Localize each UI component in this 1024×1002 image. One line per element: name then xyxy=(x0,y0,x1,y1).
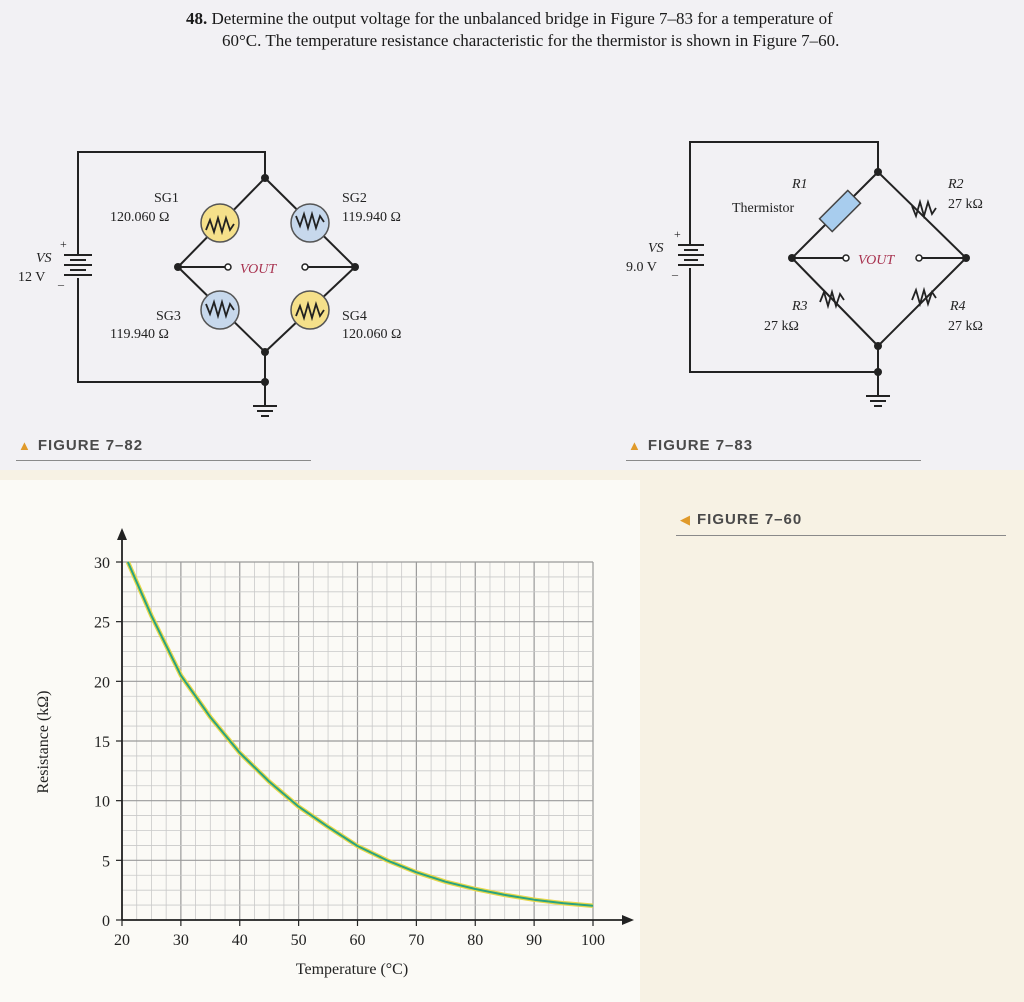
problem-number: 48. xyxy=(186,9,208,28)
source-value-83: 9.0 V xyxy=(626,260,657,275)
y-tick-label: 15 xyxy=(94,734,110,751)
triangle-icon: ▲ xyxy=(628,438,642,453)
x-tick-label: 70 xyxy=(408,932,425,949)
triangle-icon: ▲ xyxy=(18,438,32,453)
problem-line-1: Determine the output voltage for the unbalanced bridge in Figure 7–83 for a temperature of xyxy=(211,9,833,28)
source-label-82: VS xyxy=(36,251,52,266)
r3-name: R3 xyxy=(792,299,808,314)
x-tick-label: 20 xyxy=(114,932,130,949)
figure-7-82-circuit xyxy=(0,140,420,440)
sg4-name: SG4 xyxy=(342,309,367,324)
caption-rule-60 xyxy=(676,535,1006,536)
problem-statement xyxy=(186,8,986,52)
r1-name: R1 xyxy=(792,177,808,192)
x-tick-label: 80 xyxy=(467,932,484,949)
x-tick-label: 50 xyxy=(290,932,307,949)
y-axis-label: Resistance (kΩ) xyxy=(35,690,52,794)
caption-rule-83 xyxy=(626,460,921,461)
plus-83: + xyxy=(674,227,681,241)
sg1-name: SG1 xyxy=(154,191,179,206)
y-axis-arrow-icon xyxy=(117,528,127,540)
sg2-name: SG2 xyxy=(342,191,367,206)
problem-line-2: 60°C. The temperature resistance characteristic for the thermistor is shown in Figure 7–60. xyxy=(222,31,840,50)
r2-value: 27 kΩ xyxy=(948,197,983,212)
r2-name: R2 xyxy=(948,177,964,192)
chart-axes xyxy=(117,528,634,925)
y-tick-label: 20 xyxy=(94,674,110,692)
y-tick-label: 30 xyxy=(94,555,110,572)
r4-name: R4 xyxy=(950,299,966,314)
minus-82: _ xyxy=(58,273,64,287)
x-axis-arrow-icon xyxy=(622,915,634,925)
figure-7-82-caption: ▲ FIGURE 7–82 xyxy=(18,437,144,454)
x-tick-label: 60 xyxy=(349,932,366,949)
r4-value: 27 kΩ xyxy=(948,319,983,334)
x-tick-label: 90 xyxy=(526,932,543,949)
y-tick-label: 25 xyxy=(94,614,110,632)
series-line xyxy=(128,562,593,906)
vout-83: VOUT xyxy=(858,253,895,268)
chart-grid xyxy=(122,562,593,920)
minus-83: _ xyxy=(672,263,678,277)
thermistor-label: Thermistor xyxy=(732,201,795,216)
sg4-value: 120.060 Ω xyxy=(342,327,402,342)
y-tick-label: 0 xyxy=(102,913,110,930)
figure-7-83-circuit xyxy=(600,130,1020,430)
figure-7-60-caption: ◀ FIGURE 7–60 xyxy=(680,511,803,528)
x-axis-label: Temperature (°C) xyxy=(295,961,409,978)
sg1-value: 120.060 Ω xyxy=(110,210,170,225)
sg3-value: 119.940 Ω xyxy=(110,327,169,342)
plus-82: + xyxy=(60,237,67,251)
x-tick-label: 40 xyxy=(231,932,248,949)
x-tick-label: 100 xyxy=(581,932,605,949)
y-tick-label: 10 xyxy=(94,793,110,811)
sg3-name: SG3 xyxy=(156,309,181,324)
y-tick-label: 5 xyxy=(102,853,110,871)
vout-82: VOUT xyxy=(240,262,277,277)
series-highlight xyxy=(128,562,593,906)
sg2-value: 119.940 Ω xyxy=(342,210,401,225)
figure-7-83-caption: ▲ FIGURE 7–83 xyxy=(628,437,754,454)
figure-7-60-chart xyxy=(0,480,640,1002)
source-label-83: VS xyxy=(648,241,664,256)
chart-series xyxy=(128,562,593,906)
source-value-82: 12 V xyxy=(18,270,46,285)
caption-rule-82 xyxy=(16,460,311,461)
r3-value: 27 kΩ xyxy=(764,319,799,334)
x-tick-label: 30 xyxy=(172,932,189,949)
left-triangle-icon: ◀ xyxy=(680,512,691,527)
